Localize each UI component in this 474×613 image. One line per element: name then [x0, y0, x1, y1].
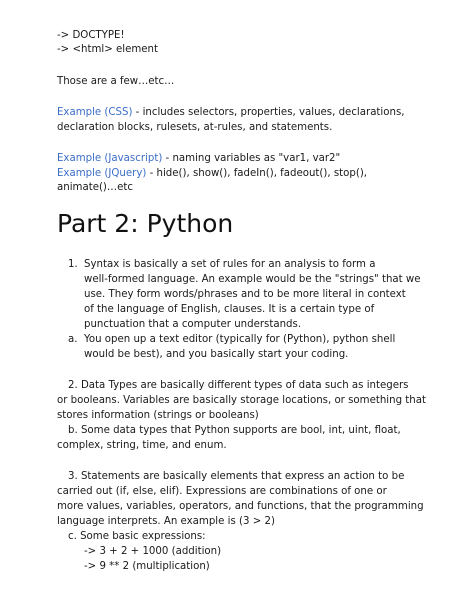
item2-line-1: 2. Data Types are basically different types of data such as integers — [68, 380, 409, 391]
item3-line-3: more values, variables, operators, and functions, that the programming — [57, 501, 424, 512]
jquery-example-text: - hide(), show(), fadeIn(), fadeout(), stop(), — [146, 168, 368, 179]
css-example-line-2: declaration blocks, rulesets, at-rules, and statements. — [57, 122, 333, 133]
item1a-line-2: would be best), and you basically start your coding. — [84, 349, 349, 360]
item1-line-5: punctuation that a computer understands. — [84, 319, 302, 330]
item3-line-1: 3. Statements are basically elements that express an action to be — [68, 471, 405, 482]
item2b-line-1: b. Some data types that Python supports are bool, int, uint, float, — [68, 425, 401, 436]
item2-line-3: stores information (strings or booleans) — [57, 410, 259, 421]
item3-line-4: language interprets. An example is (3 > 2) — [57, 516, 275, 527]
jquery-example-line-2: animate()…etc — [57, 182, 133, 193]
css-example-text: - includes selectors, properties, values, declarations, — [132, 107, 405, 118]
html-element-line: -> <html> element — [57, 44, 158, 55]
item1-line-4: of the language of English, clauses. It is a certain type of — [84, 304, 375, 315]
css-example-line-1 — [57, 106, 405, 121]
item1-line-1: Syntax is basically a set of rules for an analysis to form a — [84, 259, 376, 270]
item1-number: 1. — [68, 259, 78, 270]
js-example-label: Example (Javascript) — [57, 153, 163, 164]
expression-multiplication: -> 9 ** 2 (multiplication) — [84, 561, 210, 572]
jquery-example-label: Example (JQuery) — [57, 168, 147, 179]
js-example-text: - naming variables as "var1, var2" — [162, 153, 341, 164]
js-example-line — [57, 152, 340, 167]
doctype-line: -> DOCTYPE! — [57, 30, 125, 41]
jquery-example-line-1 — [57, 167, 367, 182]
part2-heading: Part 2: Python — [57, 209, 234, 238]
few-etc-line: Those are a few…etc… — [57, 76, 175, 87]
expression-addition: -> 3 + 2 + 1000 (addition) — [84, 546, 222, 557]
item2-line-2: or booleans. Variables are basically storage locations, or something that — [57, 395, 426, 406]
item1-line-2: well-formed language. An example would be the "strings" that we — [84, 274, 421, 285]
css-example-label: Example (CSS) — [57, 107, 133, 118]
item1a-letter: a. — [68, 334, 78, 345]
item1a-line-1: You open up a text editor (typically for (Python), python shell — [84, 334, 396, 345]
item1-line-3: use. They form words/phrases and to be more literal in context — [84, 289, 406, 300]
item3-line-2: carried out (if, else, elif). Expressions are combinations of one or — [57, 486, 387, 497]
item2b-line-2: complex, string, time, and enum. — [57, 440, 227, 451]
item3c-label: c. Some basic expressions: — [68, 531, 206, 542]
